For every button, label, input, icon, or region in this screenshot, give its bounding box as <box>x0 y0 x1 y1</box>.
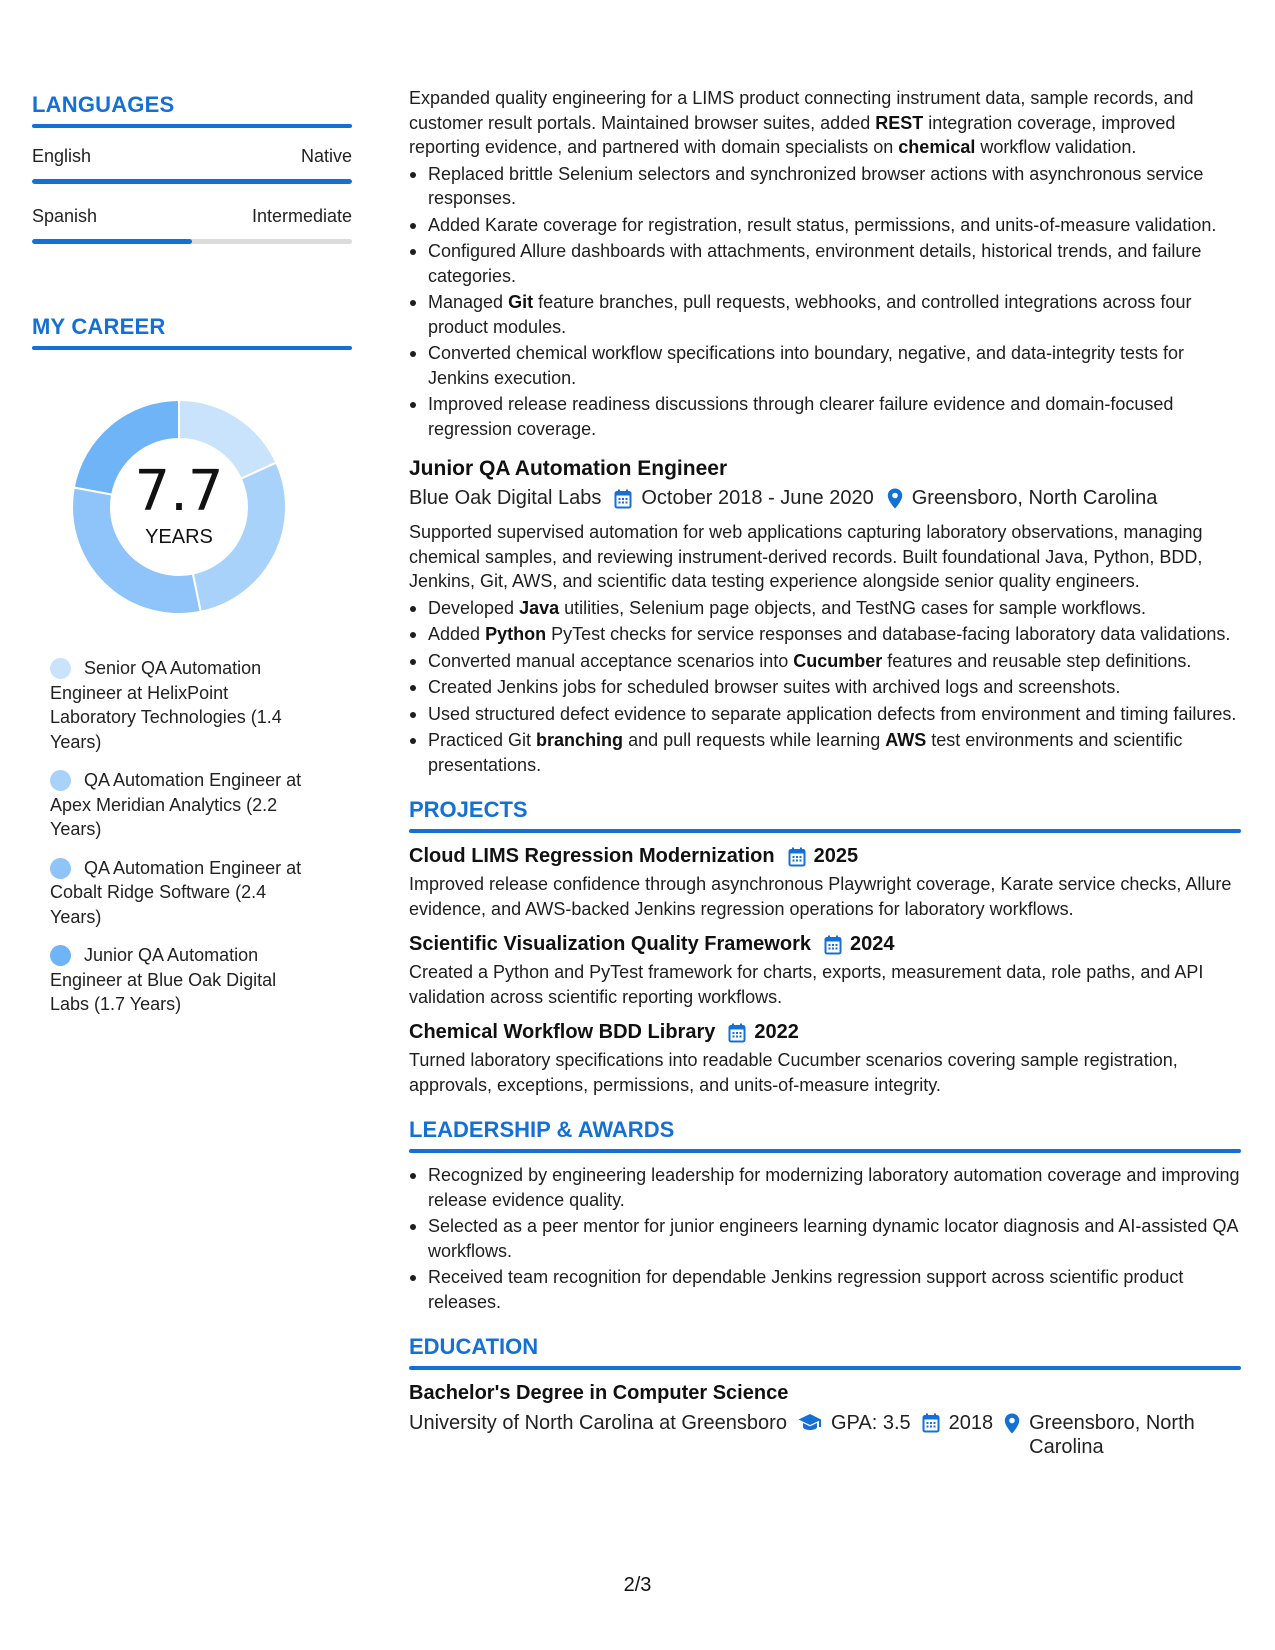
project-year: 2024 <box>849 933 895 955</box>
bullet-item: Managed Git feature branches, pull requests, webhooks, and controlled integrations across four product modules. <box>409 290 1241 339</box>
project-item <box>409 933 1241 1009</box>
career-legend-label: Junior QA Automation Engineer at Blue Oak Digital Labs (1.7 Years) <box>50 945 277 1014</box>
bullet-item: Converted manual acceptance scenarios into Cucumber features and reusable step definitions. <box>409 649 1241 674</box>
career-legend-item <box>50 856 312 930</box>
bullet-item: Replaced brittle Selenium selectors and synchronized browser actions with asynchronous service responses. <box>409 162 1241 211</box>
map-pin-icon <box>1004 1413 1020 1434</box>
career-total-unit: YEARS <box>145 526 213 548</box>
job-company: Blue Oak Digital Labs <box>409 487 602 509</box>
page-number: 2/3 <box>623 1574 652 1596</box>
language-level: Native <box>300 146 352 166</box>
career-legend-item <box>50 943 312 1017</box>
career-legend-label: QA Automation Engineer at Cobalt Ridge Software (2.4 Years) <box>50 857 302 927</box>
career-donut-chart <box>66 394 292 620</box>
language-proficiency-fill <box>32 239 192 244</box>
leadership-item: Recognized by engineering leadership for modernizing laboratory automation coverage and improving release evidence quality. <box>409 1163 1241 1212</box>
calendar-icon <box>728 1023 746 1043</box>
language-level: Intermediate <box>251 206 352 226</box>
legend-dot <box>50 945 71 966</box>
leadership-item: Received team recognition for dependable Jenkins regression support across scientific product releases. <box>409 1265 1241 1314</box>
leadership-list <box>409 1163 1241 1314</box>
project-description: Created a Python and PyTest framework for charts, exports, measurement data, role paths, and API validation across scientific reporting workflows. <box>409 962 1204 1007</box>
map-pin-icon <box>887 488 903 509</box>
career-rule <box>32 346 352 350</box>
career-heading: MY CAREER <box>32 314 166 339</box>
leadership-heading: LEADERSHIP & AWARDS <box>409 1117 675 1142</box>
leadership-item: Selected as a peer mentor for junior engineers learning dynamic locator diagnosis and AI-assisted QA workflows. <box>409 1214 1241 1263</box>
sidebar <box>32 92 352 1031</box>
education-year: 2018 <box>948 1412 994 1434</box>
bullet-item: Created Jenkins jobs for scheduled browser suites with archived logs and screenshots. <box>409 675 1241 700</box>
legend-dot <box>50 770 71 791</box>
project-name: Chemical Workflow BDD Library <box>409 1021 716 1043</box>
project-year: 2022 <box>754 1021 799 1043</box>
project-description: Improved release confidence through asynchronous Playwright coverage, Karate service checks, Allure evidence, and AWS-backed Jenkins regression operations for laboratory workflows. <box>409 874 1232 919</box>
project-name: Scientific Visualization Quality Framework <box>409 933 811 955</box>
bullet-item: Converted chemical workflow specifications into boundary, negative, and data-integrity tests for Jenkins execution. <box>409 341 1241 390</box>
job-meta <box>409 487 1241 510</box>
graduation-cap-icon <box>798 1413 822 1431</box>
leadership-rule <box>409 1149 1241 1153</box>
education-meta <box>409 1411 1241 1459</box>
donut-center <box>66 459 292 549</box>
bullet-item: Practiced Git branching and pull requests while learning AWS test environments and scientific presentations. <box>409 728 1241 777</box>
job-dates: October 2018 - June 2020 <box>641 487 874 509</box>
career-legend <box>50 656 312 1017</box>
bullet-item: Added Python PyTest checks for service responses and database-facing laboratory data validations. <box>409 622 1241 647</box>
education-rule <box>409 1366 1241 1370</box>
projects-heading: PROJECTS <box>409 797 528 822</box>
calendar-icon <box>922 1413 940 1433</box>
job-location: Greensboro, North Carolina <box>911 487 1158 509</box>
job-title: Junior QA Automation Engineer <box>409 457 728 480</box>
calendar-icon <box>614 489 632 509</box>
project-item <box>409 845 1241 921</box>
main-content <box>409 86 1241 1459</box>
bullet-item: Configured Allure dashboards with attachments, environment details, historical trends, and failure categories. <box>409 239 1241 288</box>
legend-dot <box>50 658 71 679</box>
bullet-item: Added Karate coverage for registration, result status, permissions, and units-of-measure validation. <box>409 213 1241 238</box>
experience-bullets <box>409 162 1241 442</box>
language-name: Spanish <box>32 206 98 226</box>
project-description: Turned laboratory specifications into readable Cucumber scenarios covering sample registration, approvals, exceptions, permissions, and units-of-measure integrity. <box>409 1050 1178 1095</box>
education-gpa: GPA: 3.5 <box>830 1412 911 1434</box>
career-legend-label: QA Automation Engineer at Apex Meridian Analytics (2.2 Years) <box>50 770 302 839</box>
language-item <box>32 146 352 184</box>
language-proficiency-bar <box>32 179 352 184</box>
language-proficiency-bar <box>32 239 352 244</box>
education-heading: EDUCATION <box>409 1334 539 1359</box>
bullet-item: Developed Java utilities, Selenium page objects, and TestNG cases for sample workflows. <box>409 596 1241 621</box>
career-legend-item <box>50 656 312 754</box>
education-location: Greensboro, North Carolina <box>1029 1412 1195 1458</box>
languages-heading: LANGUAGES <box>32 92 175 117</box>
career-legend-item <box>50 768 312 842</box>
calendar-icon <box>788 847 806 867</box>
project-year: 2025 <box>813 845 859 867</box>
projects-rule <box>409 829 1241 833</box>
project-item <box>409 1021 1241 1097</box>
career-total-years: 7.7 <box>134 459 224 524</box>
language-proficiency-fill <box>32 179 352 184</box>
language-name: English <box>32 146 92 166</box>
job-bullets <box>409 596 1241 778</box>
bullet-item: Used structured defect evidence to separate application defects from environment and timing failures. <box>409 702 1241 727</box>
career-legend-label: Senior QA Automation Engineer at HelixPoint Laboratory Technologies (1.4 Years) <box>50 658 282 752</box>
legend-dot <box>50 858 71 879</box>
job-summary: Supported supervised automation for web applications capturing laboratory observations, managing chemical samples, and reviewing instrument-derived records. Built foundational Java, Python, BDD, Jenkins, Git, AWS, and scientific data testing experience alongside senior quality engineers. <box>409 522 1203 591</box>
education-school: University of North Carolina at Greensboro <box>409 1412 787 1434</box>
languages-rule <box>32 124 352 128</box>
education-degree: Bachelor's Degree in Computer Science <box>409 1382 789 1404</box>
language-item <box>32 206 352 244</box>
project-name: Cloud LIMS Regression Modernization <box>409 845 775 867</box>
experience-intro: Expanded quality engineering for a LIMS product connecting instrument data, sample records, and customer result portals. Maintained browser suites, added REST integration coverage, improved reporting evidence, and partnered with domain specialists on chemical workflow validation. <box>409 88 1194 157</box>
calendar-icon <box>824 935 842 955</box>
bullet-item: Improved release readiness discussions through clearer failure evidence and domain-focused regression coverage. <box>409 392 1241 441</box>
